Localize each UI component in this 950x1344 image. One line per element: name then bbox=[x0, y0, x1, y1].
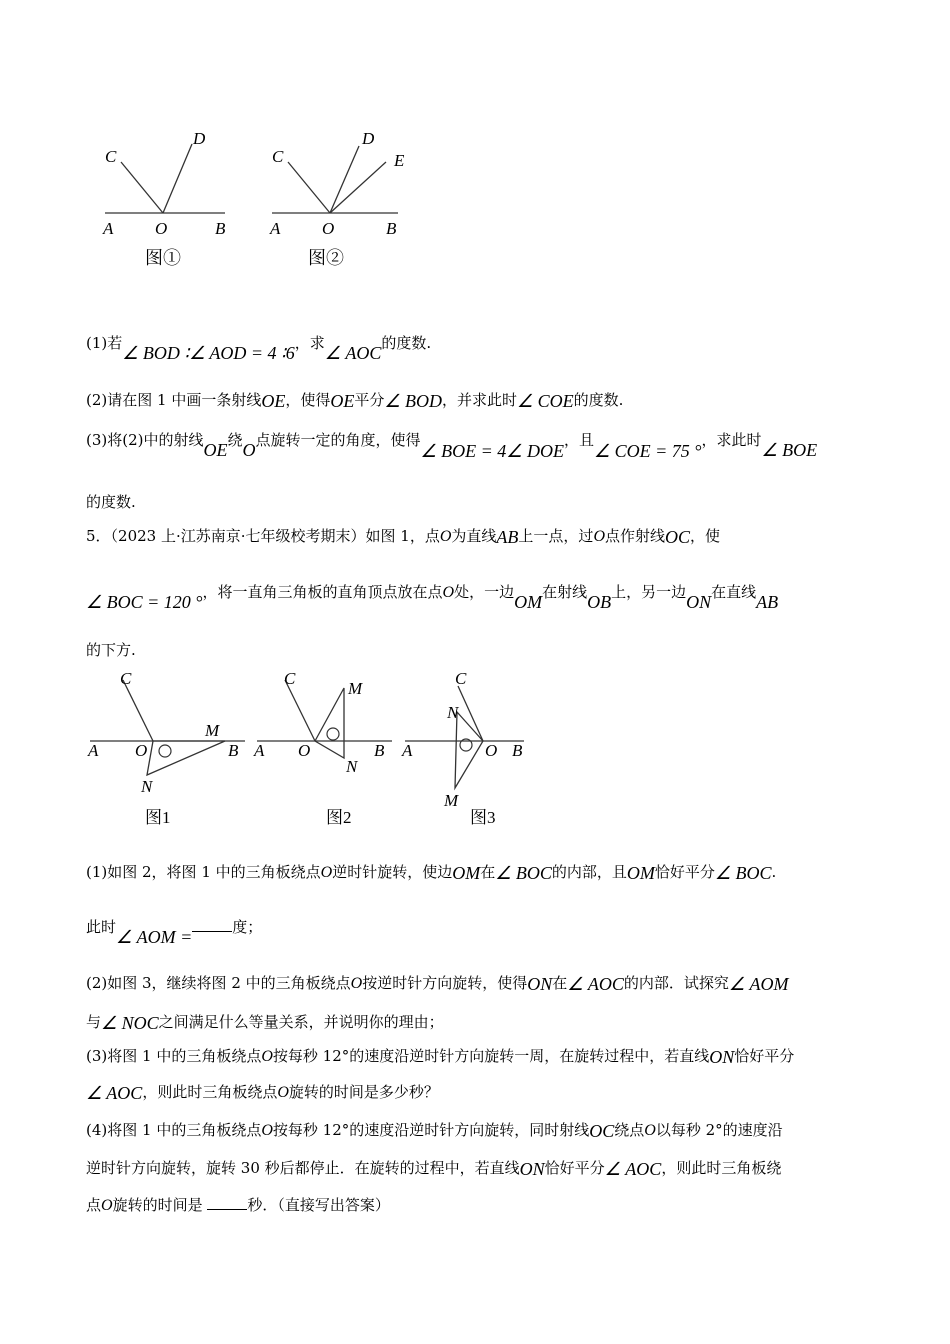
label-B: B bbox=[386, 219, 397, 238]
triangle-hole bbox=[327, 728, 339, 740]
label-C: C bbox=[272, 147, 284, 166]
label-A: A bbox=[270, 219, 281, 238]
q5-part4: (4)将图 1 中的三角板绕点O按每秒 12°的速度沿逆时针方向旋转，同时射线OC绕点O以每秒 2°的速度沿 bbox=[86, 1121, 783, 1141]
label-O: O bbox=[485, 741, 498, 760]
q4-part1: (1)若∠ BOD ∶∠ AOD = 4 ∶6，求∠ AOC的度数. bbox=[86, 334, 432, 363]
q5-part2: (2)如图 3，继续将图 2 中的三角板绕点O按逆时针方向旋转，使得ON在∠ AOC的内部．试探究∠ AOM bbox=[86, 974, 789, 994]
q5-part1: (1)如图 2，将图 1 中的三角板绕点O逆时针旋转，使边OM在∠ BOC的内部，且OM恰好平分∠ BOC. bbox=[86, 863, 777, 883]
figure-1-top bbox=[95, 120, 235, 270]
answer-blank[interactable] bbox=[192, 931, 232, 932]
ray-OC bbox=[458, 686, 483, 741]
q5-line3: 的下方. bbox=[86, 641, 136, 659]
q5-part3-cont: ∠ AOC，则此时三角板绕点O旋转的时间是多少秒？ bbox=[86, 1083, 439, 1103]
q5-part3: (3)将图 1 中的三角板绕点O按每秒 12°的速度沿逆时针方向旋转一周，在旋转过程中，若直线ON恰好平分 bbox=[86, 1047, 795, 1067]
label-B: B bbox=[228, 741, 239, 760]
caption: 图① bbox=[145, 248, 181, 268]
label-D: D bbox=[362, 129, 375, 148]
q4-part3: (3)将(2)中的射线OE绕O点旋转一定的角度，使得∠ BOE = 4∠ DOE，且∠ COE = 75 °，求此时∠ BOE bbox=[86, 431, 818, 461]
q5-figure-1 bbox=[85, 666, 250, 831]
label-C: C bbox=[455, 669, 467, 688]
label-O: O bbox=[298, 741, 311, 760]
triangle-hole bbox=[159, 745, 171, 757]
label-D: D bbox=[193, 129, 206, 148]
ray-OC bbox=[121, 162, 163, 213]
q5-line2: ∠ BOC = 120 °，将一直角三角板的直角顶点放在点O处，一边OM在射线OB上，另一边ON在直线AB bbox=[86, 583, 779, 612]
label-M: M bbox=[444, 791, 459, 810]
q5-line1: 5．（2023 上·江苏南京·七年级校考期末）如图 1，点O为直线AB上一点，过O点作射线OC，使 bbox=[86, 527, 721, 547]
label-O: O bbox=[135, 741, 148, 760]
label-A: A bbox=[402, 741, 413, 760]
triangle bbox=[315, 688, 344, 758]
label-N: N bbox=[141, 777, 153, 796]
label-A: A bbox=[103, 219, 114, 238]
ray-OD bbox=[163, 144, 192, 213]
label-C: C bbox=[284, 669, 296, 688]
q5-part1-answer: 此时∠ AOM = 度； bbox=[86, 918, 263, 947]
label-B: B bbox=[215, 219, 226, 238]
ray-OE bbox=[330, 162, 386, 213]
label-A: A bbox=[88, 741, 99, 760]
figure-2-top bbox=[262, 120, 422, 270]
label-B: B bbox=[374, 741, 385, 760]
ray-OC bbox=[288, 162, 330, 213]
ray-OC bbox=[285, 680, 315, 741]
caption: 图1 bbox=[145, 808, 171, 827]
caption: 图② bbox=[308, 248, 344, 268]
q4-part2: (2)请在图 1 中画一条射线OE，使得OE平分∠ BOD，并求此时∠ COE的度数. bbox=[86, 391, 624, 411]
q5-part4-cont: 逆时针方向旋转，旋转 30 秒后都停止．在旋转的过程中，若直线ON恰好平分∠ AOC，则此时三角板绕 bbox=[86, 1159, 782, 1179]
ray-OC bbox=[123, 680, 153, 741]
label-O: O bbox=[155, 219, 168, 238]
q5-figure-3 bbox=[400, 666, 530, 831]
q5-part2-cont: 与∠ NOC之间满足什么等量关系，并说明你的理由； bbox=[86, 1013, 444, 1033]
q5-part4-cont2: 点O旋转的时间是 秒．（直接写出答案） bbox=[86, 1196, 390, 1214]
label-N: N bbox=[346, 757, 358, 776]
q5-figure-2 bbox=[252, 666, 402, 831]
label-C: C bbox=[105, 147, 117, 166]
label-M: M bbox=[348, 679, 363, 698]
caption: 图2 bbox=[326, 808, 352, 827]
label-C: C bbox=[120, 669, 132, 688]
label-M: M bbox=[205, 721, 220, 740]
label-A: A bbox=[254, 741, 265, 760]
ray-OD bbox=[330, 146, 359, 213]
label-O: O bbox=[322, 219, 335, 238]
label-B: B bbox=[512, 741, 523, 760]
label-N: N bbox=[447, 703, 459, 722]
caption: 图3 bbox=[470, 808, 496, 827]
triangle bbox=[147, 741, 225, 775]
q4-part3-cont: 的度数. bbox=[86, 493, 136, 511]
label-E: E bbox=[394, 151, 405, 170]
answer-blank-time[interactable] bbox=[207, 1209, 247, 1210]
